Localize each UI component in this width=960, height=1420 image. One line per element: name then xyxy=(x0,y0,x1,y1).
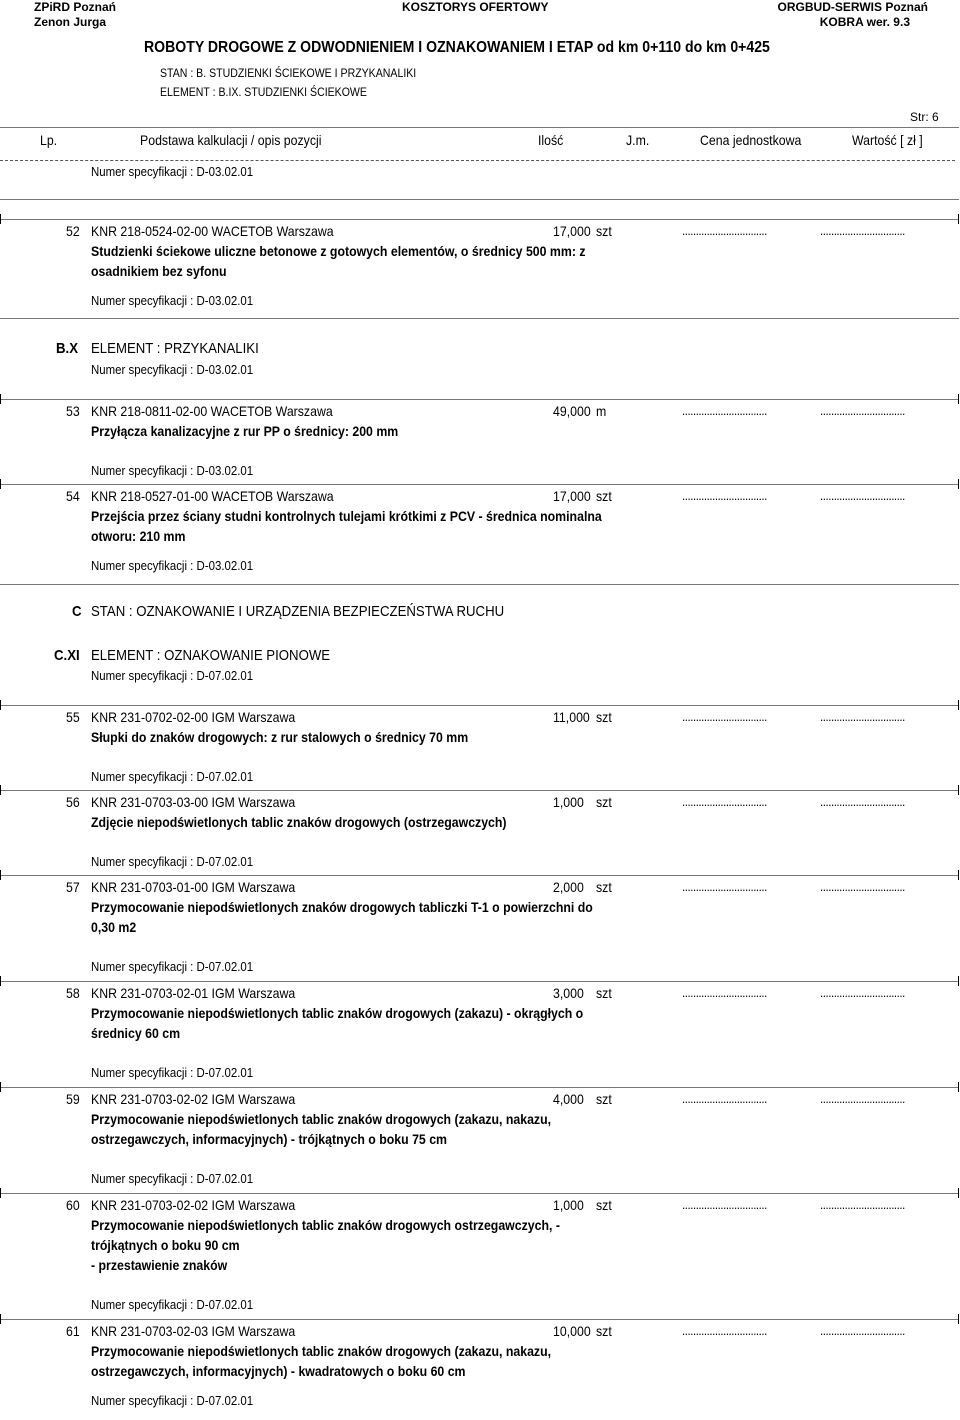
item-basis: KNR 231-0703-02-01 IGM Warszawa xyxy=(91,985,296,1001)
item-lp: 60 xyxy=(66,1197,80,1213)
col-basis: Podstawa kalkulacji / opis pozycji xyxy=(140,132,322,148)
section-title-cxi: ELEMENT : OZNAKOWANIE PIONOWE xyxy=(91,647,331,664)
item-unit-price-blank: ............................... xyxy=(682,879,767,894)
item-description-line2: trójkątnych o boku 90 cm xyxy=(91,1237,240,1253)
item-spec-number: Numer specyfikacji : D-07.02.01 xyxy=(91,959,254,974)
item-unit: szt xyxy=(596,1091,612,1107)
item-basis: KNR 218-0811-02-00 WACETOB Warszawa xyxy=(91,403,333,419)
item-unit-price-blank: ............................... xyxy=(682,794,767,809)
item-unit-price-blank: ............................... xyxy=(682,403,767,418)
item-spec-number: Numer specyfikacji : D-07.02.01 xyxy=(91,1297,254,1312)
section-title-bx: ELEMENT : PRZYKANALIKI xyxy=(91,340,259,357)
item-unit-price-blank: ............................... xyxy=(682,1197,767,1212)
item-quantity: 17,000 xyxy=(553,223,591,239)
row-tick xyxy=(0,1188,1,1198)
item-value-blank: ............................... xyxy=(820,1197,905,1212)
item-lp: 56 xyxy=(66,794,80,810)
row-separator xyxy=(0,219,959,220)
item-description-line2: otworu: 210 mm xyxy=(91,528,186,544)
item-lp: 57 xyxy=(66,879,80,895)
header-document-type: KOSZTORYS OFERTOWY xyxy=(402,0,549,14)
row-tick xyxy=(0,1082,1,1092)
item-basis: KNR 231-0703-01-00 IGM Warszawa xyxy=(91,879,296,895)
section-code-bx: B.X xyxy=(56,340,79,357)
item-value-blank: ............................... xyxy=(820,985,905,1000)
item-value-blank: ............................... xyxy=(820,879,905,894)
item-spec-number: Numer specyfikacji : D-03.02.01 xyxy=(91,558,254,573)
column-header-top-border xyxy=(0,127,959,128)
item-value-blank: ............................... xyxy=(820,488,905,503)
item-description: Przymocowanie niepodświetlonych tablic znaków drogowych (zakazu, nakazu, xyxy=(91,1111,552,1127)
item-value-blank: ............................... xyxy=(820,1091,905,1106)
row-tick xyxy=(0,976,1,986)
item-description-line2: średnicy 60 cm xyxy=(91,1025,181,1041)
row-separator xyxy=(0,705,959,706)
row-separator xyxy=(0,875,959,876)
item-quantity: 2,000 xyxy=(553,879,584,895)
item-unit: szt xyxy=(596,985,612,1001)
item-quantity: 1,000 xyxy=(553,1197,584,1213)
item-quantity: 1,000 xyxy=(553,794,584,810)
item-lp: 53 xyxy=(66,403,80,419)
item-basis: KNR 231-0703-02-03 IGM Warszawa xyxy=(91,1323,296,1339)
item-basis: KNR 231-0702-02-00 IGM Warszawa xyxy=(91,709,296,725)
item-spec-number: Numer specyfikacji : D-07.02.01 xyxy=(91,1171,254,1186)
item-unit: szt xyxy=(596,709,612,725)
item-description: Zdjęcie niepodświetlonych tablic znaków drogowych (ostrzegawczych) xyxy=(91,814,507,830)
col-unit-price: Cena jednostkowa xyxy=(700,132,802,148)
row-tick xyxy=(0,214,1,224)
row-separator xyxy=(0,1319,959,1320)
row-tick xyxy=(0,870,1,880)
item-value-blank: ............................... xyxy=(820,223,905,238)
row-tick xyxy=(958,976,959,986)
row-tick xyxy=(958,1314,959,1324)
item-unit: szt xyxy=(596,488,612,504)
element-label: ELEMENT : B.IX. STUDZIENKI ŚCIEKOWE xyxy=(160,85,367,99)
item-basis: KNR 218-0527-01-00 WACETOB Warszawa xyxy=(91,488,334,504)
column-header-divider xyxy=(0,160,955,161)
page-title: ROBOTY DROGOWE Z ODWODNIENIEM I OZNAKOWANIEM I ETAP od km 0+110 do km 0+425 xyxy=(144,39,770,56)
section-code-c: C xyxy=(72,603,82,620)
item-unit: szt xyxy=(596,1323,612,1339)
spec-number: Numer specyfikacji : D-03.02.01 xyxy=(91,164,254,179)
header-author: Zenon Jurga xyxy=(34,15,107,29)
section-spec-bx: Numer specyfikacji : D-03.02.01 xyxy=(91,362,254,377)
item-description-line2: ostrzegawczych, informacyjnych) - kwadratowych o boku 60 cm xyxy=(91,1363,466,1379)
row-tick xyxy=(958,1082,959,1092)
stan-label: STAN : B. STUDZIENKI ŚCIEKOWE I PRZYKANALIKI xyxy=(160,66,417,80)
item-lp: 61 xyxy=(66,1323,80,1339)
row-tick xyxy=(958,479,959,489)
row-separator xyxy=(0,399,959,400)
item-description-line2: ostrzegawczych, informacyjnych) - trójkątnych o boku 75 cm xyxy=(91,1131,448,1147)
row-separator xyxy=(0,484,959,485)
row-tick xyxy=(958,870,959,880)
item-basis: KNR 218-0524-02-00 WACETOB Warszawa xyxy=(91,223,334,239)
row-tick xyxy=(958,1188,959,1198)
row-separator xyxy=(0,1193,959,1194)
item-description: Przymocowanie niepodświetlonych tablic znaków drogowych ostrzegawczych, - xyxy=(91,1217,560,1233)
item-unit: szt xyxy=(596,794,612,810)
item-unit-price-blank: ............................... xyxy=(682,223,767,238)
row-separator xyxy=(0,584,959,585)
item-unit-price-blank: ............................... xyxy=(682,709,767,724)
item-quantity: 4,000 xyxy=(553,1091,584,1107)
item-description-line2: 0,30 m2 xyxy=(91,919,137,935)
header-company-right: ORGBUD-SERWIS Poznań xyxy=(777,0,928,14)
item-unit-price-blank: ............................... xyxy=(682,1323,767,1338)
item-spec-number: Numer specyfikacji : D-07.02.01 xyxy=(91,854,254,869)
item-lp: 54 xyxy=(66,488,80,504)
page-number: Str: 6 xyxy=(910,110,939,124)
item-spec-number: Numer specyfikacji : D-07.02.01 xyxy=(91,1065,254,1080)
section-spec-cxi: Numer specyfikacji : D-07.02.01 xyxy=(91,668,254,683)
item-lp: 58 xyxy=(66,985,80,1001)
item-lp: 52 xyxy=(66,223,80,239)
row-separator xyxy=(0,790,959,791)
section-title-c: STAN : OZNAKOWANIE I URZĄDZENIA BEZPIECZEŃSTWA RUCHU xyxy=(91,603,505,620)
item-description: Studzienki ściekowe uliczne betonowe z gotowych elementów, o średnicy 500 mm: z xyxy=(91,243,586,259)
item-basis: KNR 231-0703-03-00 IGM Warszawa xyxy=(91,794,296,810)
row-tick xyxy=(958,700,959,710)
item-unit-price-blank: ............................... xyxy=(682,985,767,1000)
item-unit: m xyxy=(596,403,607,419)
row-tick xyxy=(0,785,1,795)
item-description: Słupki do znaków drogowych: z rur stalowych o średnicy 70 mm xyxy=(91,729,469,745)
section-code-cxi: C.XI xyxy=(54,647,80,664)
row-tick xyxy=(958,785,959,795)
col-qty: Ilość xyxy=(538,132,564,148)
item-value-blank: ............................... xyxy=(820,1323,905,1338)
item-quantity: 11,000 xyxy=(553,709,590,725)
item-unit-price-blank: ............................... xyxy=(682,1091,767,1106)
item-unit-price-blank: ............................... xyxy=(682,488,767,503)
row-separator xyxy=(0,981,959,982)
item-value-blank: ............................... xyxy=(820,709,905,724)
item-quantity: 10,000 xyxy=(553,1323,591,1339)
item-quantity: 49,000 xyxy=(553,403,591,419)
col-unit: J.m. xyxy=(626,132,650,148)
item-quantity: 3,000 xyxy=(553,985,584,1001)
row-tick xyxy=(0,394,1,404)
item-unit: szt xyxy=(596,879,612,895)
item-spec-number: Numer specyfikacji : D-03.02.01 xyxy=(91,293,254,308)
item-spec-number: Numer specyfikacji : D-07.02.01 xyxy=(91,1393,254,1408)
item-description-line3: - przestawienie znaków xyxy=(91,1257,228,1273)
item-quantity: 17,000 xyxy=(553,488,591,504)
row-separator xyxy=(0,1087,959,1088)
item-unit: szt xyxy=(596,1197,612,1213)
item-unit: szt xyxy=(596,223,612,239)
row-tick xyxy=(0,1314,1,1324)
row-separator xyxy=(0,318,959,319)
item-description: Przymocowanie niepodświetlonych tablic znaków drogowych (zakazu, nakazu, xyxy=(91,1343,552,1359)
item-value-blank: ............................... xyxy=(820,403,905,418)
item-description-line2: osadnikiem bez syfonu xyxy=(91,263,227,279)
item-description: Przymocowanie niepodświetlonych tablic znaków drogowych (zakazu) - okrągłych o xyxy=(91,1005,584,1021)
row-tick xyxy=(958,214,959,224)
item-description: Przejścia przez ściany studni kontrolnych tulejami krótkimi z PCV - średnica nominalna xyxy=(91,508,602,524)
item-basis: KNR 231-0703-02-02 IGM Warszawa xyxy=(91,1197,296,1213)
header-company-left: ZPiRD Poznań xyxy=(34,0,117,14)
header-version: KOBRA wer. 9.3 xyxy=(819,15,910,29)
row-separator xyxy=(0,199,959,200)
item-lp: 55 xyxy=(66,709,80,725)
row-tick xyxy=(958,394,959,404)
item-value-blank: ............................... xyxy=(820,794,905,809)
col-lp: Lp. xyxy=(40,132,58,148)
item-spec-number: Numer specyfikacji : D-07.02.01 xyxy=(91,769,254,784)
col-value: Wartość [ zł ] xyxy=(852,132,923,148)
item-description: Przyłącza kanalizacyjne z rur PP o średnicy: 200 mm xyxy=(91,423,399,439)
row-tick xyxy=(0,479,1,489)
item-lp: 59 xyxy=(66,1091,80,1107)
item-description: Przymocowanie niepodświetlonych znaków drogowych tabliczki T-1 o powierzchni do xyxy=(91,899,593,915)
item-spec-number: Numer specyfikacji : D-03.02.01 xyxy=(91,463,254,478)
item-basis: KNR 231-0703-02-02 IGM Warszawa xyxy=(91,1091,296,1107)
row-tick xyxy=(0,700,1,710)
